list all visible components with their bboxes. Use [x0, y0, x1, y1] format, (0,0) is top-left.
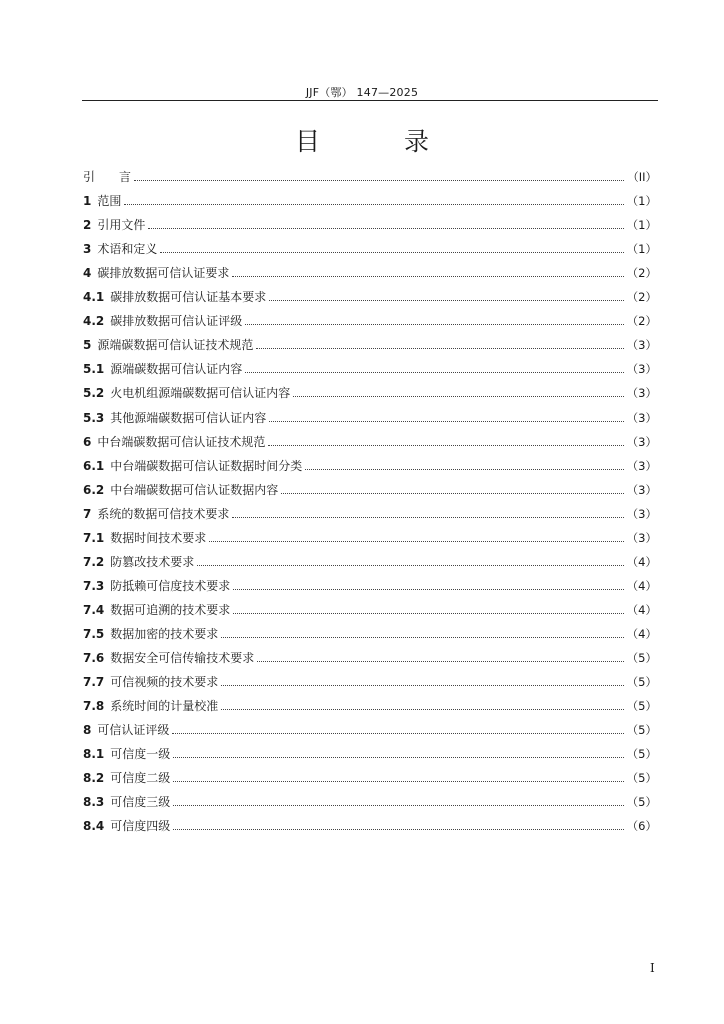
- toc-entry-number: 6.1: [83, 458, 105, 473]
- toc-entry-number: 7.2: [83, 554, 105, 569]
- page-title: 目 录: [295, 127, 467, 156]
- toc-entry[interactable]: [83, 816, 657, 834]
- toc-entry-number: 5.1: [83, 362, 105, 377]
- toc-dot-leader: [209, 541, 623, 542]
- toc-entry-label: 可信度二级: [110, 771, 171, 786]
- toc-entry-label: 防篡改技术要求: [110, 554, 195, 569]
- toc-entry-label: 引 言: [83, 170, 132, 184]
- toc-entry-label: 碳排放数据可信认证基本要求: [110, 290, 267, 305]
- toc-entry-page: （3）: [626, 410, 657, 425]
- toc-entry-label: 防抵赖可信度技术要求: [110, 578, 231, 593]
- toc-entry-page: （4）: [626, 554, 657, 569]
- toc-entry-label: 可信认证评级: [97, 723, 170, 738]
- toc-entry[interactable]: [83, 552, 657, 570]
- toc-entry[interactable]: [83, 335, 657, 353]
- toc-entry[interactable]: [83, 504, 657, 522]
- toc-entry-page: （4）: [626, 578, 657, 593]
- toc-entry-number: 7.6: [83, 651, 105, 665]
- toc-dot-leader: [245, 324, 623, 325]
- toc-entry-number: 7.5: [83, 626, 105, 641]
- toc-dot-leader: [257, 661, 623, 662]
- toc-entry-page: （5）: [626, 651, 657, 665]
- toc-entry-page: （5）: [626, 723, 657, 738]
- toc-entry-number: 4: [83, 266, 92, 281]
- toc-entry-label: 可信视频的技术要求: [110, 675, 219, 690]
- toc-entry-page: （5）: [626, 675, 657, 690]
- toc-entry-page: （3）: [626, 362, 657, 377]
- toc-entry-number: 3: [83, 242, 92, 257]
- toc-entry-number: 7.4: [83, 602, 105, 617]
- toc-entry-page: （6）: [626, 819, 657, 834]
- toc-dot-leader: [281, 493, 623, 494]
- toc-dot-leader: [148, 228, 623, 229]
- toc-entry[interactable]: [83, 600, 657, 618]
- toc-entry-number: 7.3: [83, 578, 105, 593]
- toc-dot-leader: [245, 372, 623, 373]
- toc-entry[interactable]: [83, 263, 657, 281]
- toc-entry-label: 术语和定义: [97, 242, 158, 257]
- toc-entry-page: （1）: [626, 218, 657, 233]
- toc-entry-number: 8.3: [83, 795, 105, 810]
- toc-entry[interactable]: [83, 432, 657, 450]
- toc-dot-leader: [221, 709, 623, 710]
- toc-entry-label: 火电机组源端碳数据可信认证内容: [110, 386, 291, 401]
- toc-entry[interactable]: [83, 768, 657, 786]
- toc-entry-label: 碳排放数据可信认证要求: [97, 266, 230, 281]
- toc-entry-number: 5: [83, 338, 92, 353]
- toc-entry-label: 数据时间技术要求: [110, 530, 207, 545]
- toc-entry-number: 8.4: [83, 819, 105, 834]
- toc-entry-label: 系统的数据可信技术要求: [97, 506, 230, 521]
- toc-entry-label: 可信度四级: [110, 819, 171, 834]
- toc-dot-leader: [173, 757, 623, 758]
- toc-entry-number: 7.8: [83, 699, 105, 714]
- toc-entry-number: 2: [83, 218, 92, 233]
- toc-entry[interactable]: [83, 311, 657, 329]
- document-header: JJF（鄂） 147—2025: [305, 86, 419, 99]
- toc-entry-page: （4）: [626, 626, 657, 641]
- toc-entry[interactable]: [83, 744, 657, 762]
- toc-entry-page: （5）: [626, 747, 657, 762]
- toc-entry[interactable]: [83, 720, 657, 738]
- toc-entry[interactable]: [83, 576, 657, 594]
- toc-entry-page: （3）: [626, 458, 657, 473]
- toc-entry-page: （5）: [626, 699, 657, 714]
- toc-entry-label: 数据可追溯的技术要求: [110, 602, 231, 617]
- toc-entry-number: 7: [83, 506, 92, 521]
- toc-dot-leader: [269, 421, 623, 422]
- toc-entry[interactable]: [83, 528, 657, 546]
- toc-entry[interactable]: [83, 624, 657, 642]
- toc-dot-leader: [221, 637, 623, 638]
- toc-entry-number: 5.2: [83, 386, 105, 401]
- toc-dot-leader: [172, 733, 623, 734]
- toc-entry-label: 中台端碳数据可信认证数据时间分类: [110, 458, 303, 473]
- toc-entry[interactable]: [83, 792, 657, 810]
- toc-dot-leader: [197, 565, 623, 566]
- toc-entry-page: （3）: [626, 386, 657, 401]
- toc-entry-label: 可信度一级: [110, 747, 171, 762]
- page-number: I: [650, 961, 655, 975]
- toc-dot-leader: [268, 445, 623, 446]
- toc-entry-number: 6.2: [83, 482, 105, 497]
- toc-dot-leader: [173, 829, 623, 830]
- toc-entry-number: 8.1: [83, 747, 105, 762]
- toc-entry[interactable]: [83, 191, 657, 209]
- toc-entry-label: 源端碳数据可信认证技术规范: [97, 338, 254, 353]
- toc-entry-page: （2）: [626, 266, 657, 281]
- toc-entry[interactable]: [83, 359, 657, 377]
- toc-entry-label: 数据加密的技术要求: [110, 626, 219, 641]
- toc-entry-page: （4）: [626, 602, 657, 617]
- toc-entry[interactable]: [83, 480, 657, 498]
- toc-dot-leader: [173, 781, 623, 782]
- toc-entry-label: 引用文件: [97, 218, 146, 233]
- toc-dot-leader: [221, 685, 623, 686]
- header-rule: [82, 100, 658, 101]
- toc-entry-page: （2）: [626, 314, 657, 329]
- toc-entry-page: （3）: [626, 434, 657, 449]
- toc-dot-leader: [124, 204, 623, 205]
- toc-entry[interactable]: [83, 215, 657, 233]
- toc-entry-number: 1: [83, 194, 92, 209]
- toc-entry-label: 系统时间的计量校准: [110, 699, 219, 714]
- toc-entry-page: （3）: [626, 506, 657, 521]
- toc-dot-leader: [233, 613, 623, 614]
- toc-entry[interactable]: [83, 167, 657, 185]
- toc-entry-number: 4.1: [83, 290, 105, 305]
- toc-dot-leader: [232, 276, 623, 277]
- toc-entry-label: 碳排放数据可信认证评级: [110, 314, 243, 329]
- toc-entry[interactable]: [83, 287, 657, 305]
- toc-entry[interactable]: [83, 648, 657, 666]
- toc-entry[interactable]: [83, 672, 657, 690]
- toc-dot-leader: [134, 180, 624, 181]
- toc-entry-label: 可信度三级: [110, 795, 171, 810]
- toc-entry-label: 源端碳数据可信认证内容: [110, 362, 243, 377]
- toc-entry-page: （1）: [626, 242, 657, 257]
- toc-entry-number: 5.3: [83, 410, 105, 425]
- toc-dot-leader: [233, 589, 623, 590]
- toc-entry-page: （3）: [626, 482, 657, 497]
- toc-entry-number: 7.7: [83, 675, 105, 690]
- toc-entry-number: 7.1: [83, 530, 105, 545]
- toc-entry-number: 8.2: [83, 771, 105, 786]
- toc-dot-leader: [232, 517, 623, 518]
- toc-entry-page: （5）: [626, 771, 657, 786]
- toc-dot-leader: [173, 805, 623, 806]
- toc-entry-number: 4.2: [83, 314, 105, 329]
- toc-dot-leader: [160, 252, 623, 253]
- toc-entry-page: （II）: [627, 170, 657, 184]
- toc-entry-page: （1）: [626, 194, 657, 209]
- toc-entry-number: 6: [83, 434, 92, 449]
- toc-entry-page: （3）: [626, 338, 657, 353]
- toc-entry[interactable]: [83, 383, 657, 401]
- toc-entry-label: 中台端碳数据可信认证技术规范: [97, 434, 266, 449]
- toc-dot-leader: [256, 348, 623, 349]
- toc-entry[interactable]: [83, 456, 657, 474]
- toc-entry-label: 其他源端碳数据可信认证内容: [110, 410, 267, 425]
- toc-entry-page: （2）: [626, 290, 657, 305]
- toc-entry[interactable]: [83, 696, 657, 714]
- toc-entry-label: 中台端碳数据可信认证数据内容: [110, 482, 279, 497]
- toc-entry-page: （3）: [626, 530, 657, 545]
- toc-entry-label: 数据安全可信传输技术要求: [110, 651, 255, 665]
- toc-entry[interactable]: [83, 408, 657, 426]
- toc-dot-leader: [269, 300, 623, 301]
- toc-entry[interactable]: [83, 239, 657, 257]
- toc-entry-label: 范围: [97, 194, 122, 209]
- toc-dot-leader: [305, 469, 623, 470]
- toc-entry-number: 8: [83, 723, 92, 738]
- toc-dot-leader: [293, 396, 623, 397]
- toc-entry-page: （5）: [626, 795, 657, 810]
